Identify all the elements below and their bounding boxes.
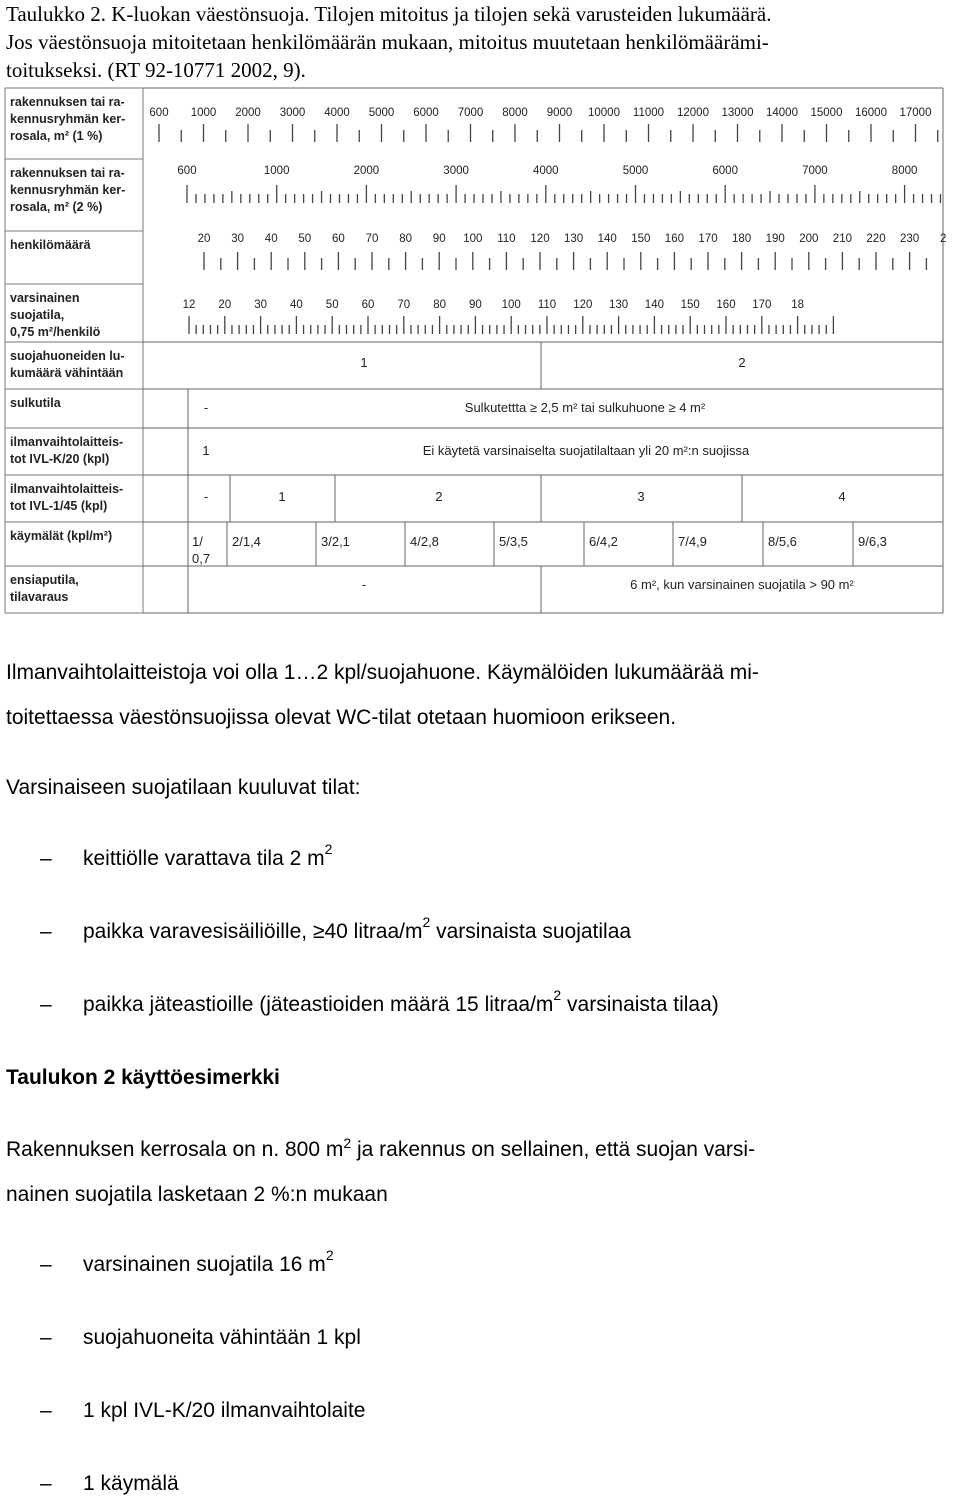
row-label: tot IVL-1/45 (kpl)	[10, 499, 108, 513]
row-label: kennusryhmän ker-	[10, 183, 126, 197]
scale-shelter-label: 100	[501, 299, 521, 311]
scale-persons-label: 120	[530, 233, 550, 245]
firstaid-text: 6 m², kun varsinainen suojatila > 90 m²	[630, 577, 854, 592]
scale-2pct-label: 5000	[622, 165, 649, 177]
scale-2pct-label: 1000	[263, 165, 290, 177]
row-label: ilmanvaihtolaitteis-	[10, 435, 124, 449]
shelter-dimensioning-table	[0, 0, 960, 640]
scale-persons-label: 160	[664, 233, 684, 245]
row-label: suojahuoneiden lu-	[10, 349, 125, 363]
list-item-text: varsinainen suojatila 16 m	[83, 1253, 326, 1276]
scale-persons-label: 40	[264, 233, 278, 245]
toilet-value: 6/4,2	[589, 534, 618, 549]
toilet-value: 0,7	[192, 551, 211, 566]
scale-shelter-label: 120	[573, 299, 593, 311]
row-label: henkilömäärä	[10, 238, 91, 252]
scale-persons-label: 60	[332, 233, 345, 245]
toilet-value: 8/5,6	[768, 534, 797, 549]
scale-1pct-label: 8000	[502, 107, 528, 119]
scale-persons-label: 70	[365, 233, 379, 245]
caption-line: Taulukko 2. K-luokan väestönsuoja. Tilojen mitoitus ja tilojen sekä varusteiden lukumäärä.	[6, 2, 772, 26]
list-item-text: varsinaista suojatilaa	[430, 920, 632, 943]
row-label: suojatila,	[10, 308, 65, 322]
scale-shelter-label: 20	[218, 299, 232, 311]
scale-persons-label: 90	[432, 233, 446, 245]
scale-2pct-label: 8000	[891, 165, 918, 177]
paragraph-text: ja rakennus on sellainen, että suojan varsi-	[351, 1138, 756, 1161]
scale-2pct-label: 600	[177, 165, 197, 177]
list-item-text: suojahuoneita vähintään 1 kpl	[83, 1326, 361, 1349]
scale-1pct-label: 1000	[190, 107, 217, 119]
list-item-text: paikka jäteastioille (jäteastioiden määrä 15 litraa/m	[83, 993, 554, 1016]
scale-shelter-label: 150	[680, 299, 700, 311]
scale-persons-label: 2	[939, 233, 947, 245]
ivl1-value: 2	[435, 489, 443, 504]
paragraph-line: Ilmanvaihtolaitteistoja voi olla 1…2 kpl/suojahuone. Käymälöiden lukumäärää mi-	[6, 661, 759, 684]
scale-persons-label: 220	[866, 233, 886, 245]
toilet-value: 4/2,8	[410, 534, 439, 549]
superscript: 2	[422, 914, 431, 930]
ivlk-text: Ei käytetä varsinaiselta suojatilaltaan yli 20 m²:n suojissa	[422, 443, 750, 458]
list-item-text: keittiölle varattava tila 2 m	[83, 847, 325, 870]
superscript: 2	[343, 1135, 352, 1151]
list-item-text: 1 käymälä	[83, 1472, 179, 1495]
scale-1pct-label: 11000	[632, 107, 665, 119]
row-label: ensiaputila,	[10, 573, 79, 587]
scale-2pct-label: 2000	[353, 165, 380, 177]
sulku-dash: -	[203, 400, 209, 415]
rooms-value: 2	[738, 355, 746, 370]
scale-shelter-label: 30	[254, 299, 267, 311]
scale-persons-label: 170	[698, 233, 718, 245]
toilet-value: 3/2,1	[321, 534, 350, 549]
scale-shelter-label: 18	[791, 299, 804, 311]
list-dash: –	[40, 847, 52, 870]
toilet-value: 5/3,5	[499, 534, 528, 549]
caption-line: toitukseksi. (RT 92-10771 2002, 9).	[6, 58, 306, 82]
row-label: ilmanvaihtolaitteis-	[10, 482, 124, 496]
rooms-value: 1	[360, 355, 368, 370]
list-dash: –	[40, 1326, 52, 1349]
scale-1pct-label: 17000	[899, 107, 932, 119]
list-item-text: paikka varavesisäiliöille, ≥40 litraa/m	[83, 920, 423, 943]
scale-2pct-label: 4000	[533, 165, 559, 177]
paragraph-line: toitettaessa väestönsuojissa olevat WC-tilat otetaan huomioon erikseen.	[6, 706, 677, 729]
row-label: rakennuksen tai ra-	[10, 95, 125, 109]
row-label: sulkutila	[10, 396, 61, 410]
scale-1pct-label: 15000	[810, 107, 843, 119]
superscript: 2	[553, 987, 562, 1003]
scale-persons-label: 130	[564, 233, 584, 245]
toilet-value: 9/6,3	[858, 534, 887, 549]
firstaid-dash: -	[361, 577, 367, 592]
scale-1pct-label: 6000	[413, 107, 439, 119]
row-label: 0,75 m²/henkilö	[10, 325, 101, 339]
list-dash: –	[40, 920, 52, 943]
scale-2pct-label: 3000	[443, 165, 469, 177]
scale-persons-label: 150	[631, 233, 651, 245]
scale-shelter-label: 170	[752, 299, 772, 311]
ivl1-value: 4	[838, 489, 846, 504]
scale-persons-label: 50	[298, 233, 312, 245]
row-label: varsinainen	[10, 291, 80, 305]
scale-1pct-label: 12000	[677, 107, 709, 119]
caption-line: Jos väestönsuoja mitoitetaan henkilömäärän mukaan, mitoitus muutetaan henkilömäärämi-	[6, 30, 769, 54]
row-label: rosala, m² (2 %)	[10, 200, 103, 214]
paragraph-line: nainen suojatila lasketaan 2 %:n mukaan	[6, 1183, 388, 1206]
ivl1-value: 3	[637, 489, 645, 504]
toilet-value: 1/	[192, 534, 203, 549]
scale-shelter-label: 60	[361, 299, 375, 311]
scale-1pct-label: 3000	[279, 107, 306, 119]
scale-1pct-label: 10000	[588, 107, 620, 119]
row-label: kennusryhmän ker-	[10, 112, 126, 126]
scale-persons-label: 230	[900, 233, 920, 245]
scale-2pct-label: 7000	[802, 165, 828, 177]
ivlk-count: 1	[202, 443, 210, 458]
row-label: kumäärä vähintään	[10, 366, 124, 380]
scale-persons-label: 190	[765, 233, 785, 245]
scale-shelter-label: 70	[397, 299, 411, 311]
scale-persons-label: 140	[597, 233, 617, 245]
row-label: tot IVL-K/20 (kpl)	[10, 452, 110, 466]
list-item-text: 1 kpl IVL-K/20 ilmanvaihtolaite	[83, 1399, 366, 1422]
superscript: 2	[325, 1247, 334, 1263]
section-heading: Taulukon 2 käyttöesimerkki	[6, 1066, 280, 1089]
paragraph-ventilation	[6, 650, 759, 740]
paragraph-shelter-spaces: Varsinaiseen suojatilaan kuuluvat tilat:	[6, 776, 361, 799]
list-dash: –	[40, 1253, 52, 1276]
row-label: käymälät (kpl/m²)	[10, 529, 113, 543]
scale-persons-label: 110	[497, 233, 516, 245]
scale-1pct-label: 600	[149, 107, 169, 119]
scale-2pct-label: 6000	[712, 165, 738, 177]
scale-1pct-label: 14000	[766, 107, 798, 119]
scale-shelter-label: 140	[644, 299, 664, 311]
scale-1pct-label: 5000	[368, 107, 395, 119]
scale-persons-label: 210	[832, 233, 852, 245]
scale-shelter-label: 90	[469, 299, 482, 311]
ivl1-value: 1	[278, 489, 286, 504]
scale-1pct-label: 13000	[721, 107, 754, 119]
paragraph-text: Rakennuksen kerrosala on n. 800 m	[6, 1138, 344, 1161]
scale-shelter-label: 80	[433, 299, 446, 311]
scale-shelter-label: 110	[537, 299, 557, 311]
scale-shelter-label: 130	[609, 299, 629, 311]
scale-persons-label: 200	[799, 233, 819, 245]
scale-1pct-label: 9000	[546, 107, 573, 119]
scale-shelter-label: 160	[716, 299, 736, 311]
list-item-text: varsinaista tilaa)	[561, 993, 719, 1016]
scale-persons-label: 20	[197, 233, 211, 245]
sulku-text: Sulkutettta ≥ 2,5 m² tai sulkuhuone ≥ 4 m²	[464, 400, 706, 415]
scale-1pct-label: 2000	[235, 107, 261, 119]
scale-persons-label: 100	[463, 233, 483, 245]
row-label: rosala, m² (1 %)	[10, 129, 103, 143]
superscript: 2	[324, 841, 333, 857]
toilet-value: 2/1,4	[232, 534, 261, 549]
list-dash: –	[40, 1472, 52, 1495]
scale-shelter-label: 50	[325, 299, 339, 311]
scale-shelter-label: 12	[182, 299, 196, 311]
scale-1pct-label: 16000	[855, 107, 887, 119]
list-dash: –	[40, 993, 52, 1016]
scale-persons-label: 180	[732, 233, 752, 245]
scale-1pct-label: 7000	[457, 107, 484, 119]
row-label: tilavaraus	[10, 590, 69, 604]
scale-persons-label: 30	[231, 233, 244, 245]
toilet-value: 7/4,9	[678, 534, 707, 549]
paragraph-example	[6, 1127, 755, 1217]
scale-1pct-label: 4000	[324, 107, 350, 119]
scale-persons-label: 80	[399, 233, 412, 245]
row-label: rakennuksen tai ra-	[10, 166, 125, 180]
list-dash: –	[40, 1399, 52, 1422]
scale-shelter-label: 40	[290, 299, 303, 311]
ivl1-value: -	[203, 489, 209, 504]
